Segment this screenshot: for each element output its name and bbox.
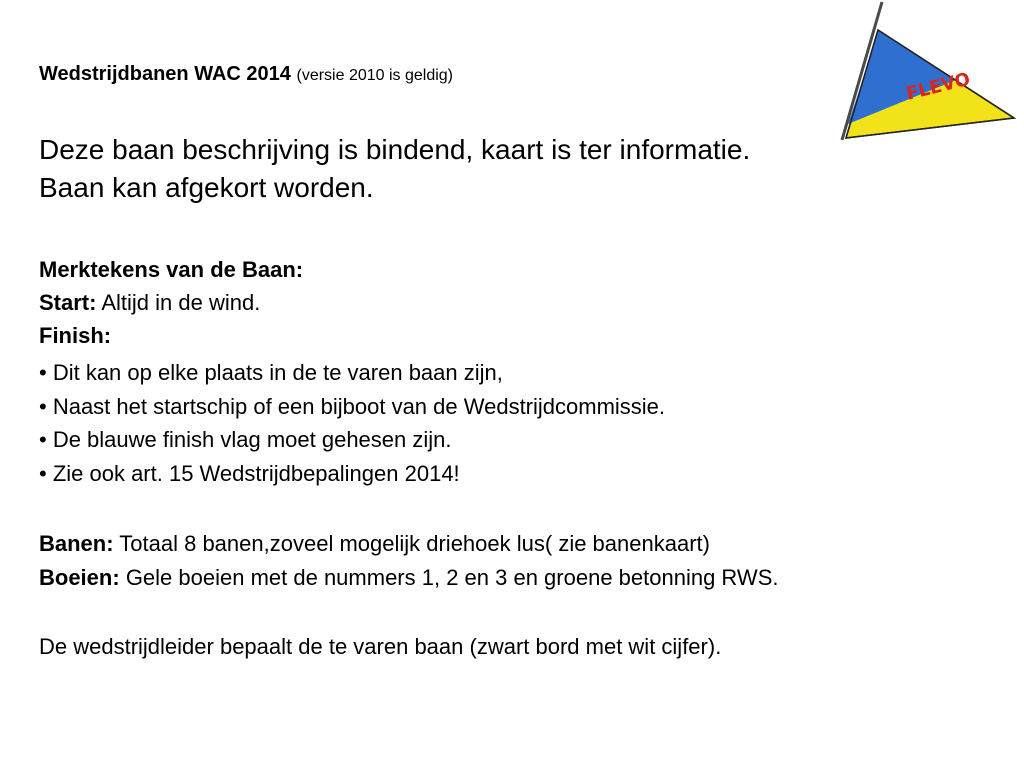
finish-item: • Naast het startschip of een bijboot van de Wedstrijdcommissie. (39, 394, 666, 419)
title-version-note: (versie 2010 is geldig) (296, 67, 454, 84)
finish-item: • De blauwe finish vlag moet gehesen zijn. (39, 427, 452, 452)
courses-text: Totaal 8 banen,zoveel mogelijk driehoek lus( zie banenkaart) (119, 531, 710, 556)
courses-line (39, 531, 710, 557)
buoys-text: Gele boeien met de nummers 1, 2 en 3 en groene betonning RWS. (125, 565, 779, 590)
buoys-label: Boeien: (39, 565, 120, 590)
title-main: Wedstrijdbanen WAC 2014 (39, 63, 291, 85)
buoys-line (39, 565, 778, 591)
courses-label: Banen: (39, 531, 114, 556)
svg-text:FLEVO: FLEVO (904, 68, 973, 105)
finish-item: • Dit kan op elke plaats in de te varen baan zijn, (39, 360, 503, 385)
marks-heading: Merktekens van de Baan: (39, 257, 304, 282)
start-line (39, 290, 260, 316)
intro-line-2: Baan kan afgekort worden. (39, 172, 374, 203)
page-title (39, 63, 453, 86)
start-label: Start: (39, 290, 97, 315)
footer-note: De wedstrijdleider bepaalt de te varen baan (zwart bord met wit cijfer). (39, 634, 722, 659)
start-text: Altijd in de wind. (101, 290, 261, 315)
finish-item: • Zie ook art. 15 Wedstrijdbepalingen 2014! (39, 461, 460, 486)
flevo-pennant-logo (836, 0, 1016, 142)
finish-label: Finish: (39, 323, 112, 348)
intro-line-1: Deze baan beschrijving is bindend, kaart is ter informatie. (39, 134, 751, 165)
